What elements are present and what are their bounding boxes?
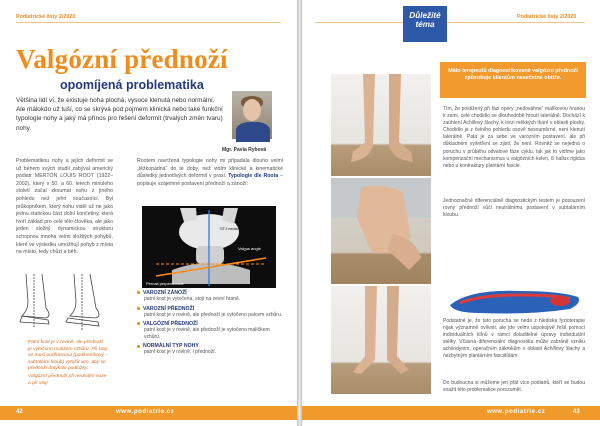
body-column-2 [137,158,283,188]
label-valgus-angle: Valgus angle [238,246,261,251]
header-rule [16,22,281,23]
label-axis: Pernail perpendicular [146,281,184,286]
label-stj-neutral: STJ neutral [220,226,241,231]
ribbon-line-2: téma [415,20,435,29]
definition-item [137,290,285,303]
bullet-icon [137,345,140,348]
left-page [0,0,297,426]
foot-skeleton-figure [142,206,276,288]
col2-text-a: Rootem navržená typologie nohy mi připadala dlouho velmi „těžkopádná“ do té doby, než vidím klinické a kinematické důsledky jednotlivých deformit v praxi. [137,158,283,180]
footer-bar-right [302,406,600,420]
def-term: VALGÓZNÍ PŘEDNOŽÍ [143,321,198,328]
def-desc: patní kost je v rovině, i přednoží. [144,349,216,356]
def-term: VAROZNÍ PŘEDNOŽÍ [143,305,195,312]
definition-item [137,321,285,340]
leg-sketch-svg [16,272,113,332]
page-number-right: 43 [573,409,580,415]
article-subtitle: opomíjená problematika [60,78,204,92]
photo-foot-examination [331,178,431,284]
callout-box: Málo terapeutů diagnostikované valgózní přednoží způsobuje klientům nesečetné obtíže. [440,62,586,98]
right-paragraph-1: Tím, že postižený při fázi opory „nedosáhne“ malíkovou hranou k zemi, celé chodidlo se dlouhodobě hroutí laterálně. Dochází k zaúhlení Achillovy šlachy, k torzi měkkých tkání v oblasti plosky. Chodidlo je z čelního pohledu osově nesouměrné, není klenutí laterálně. Pata je za sebe ve varózním postavení, ale při důkladném vyšetření se zjistí, že není. Rovněž se nejedná o poruchu v průběhu odvalové fáze cyklu, tak jak to vidíme jako kompenzační mechanismus u valgózních kolen, či hallux rigidus nebo u kontraktury plantární fascie. [443,106,585,169]
running-header-left: Podiatrické listy 2/2020 [16,14,76,20]
bullet-icon [137,322,140,325]
bullet-icon [137,307,140,310]
def-term: VAROZNÍ ZÁNOŽÍ [143,290,187,296]
author-name: Mgr. Pavla Rybová [222,147,267,153]
author-photo [231,90,273,140]
figure-caption [28,340,108,388]
photo-standing-legs [331,286,431,394]
def-desc: patní kost je v rovině, ale přednoží je vytočeno palcem vzhůru. [144,311,283,318]
header-rule [315,22,585,23]
right-paragraph-4: Do budoucna si můžeme jen přát více podiatrů, kteří se budou snažit této problematice porozumět. [443,380,585,394]
footer-url-left: www.podiatrie.cz [116,409,175,415]
col2-bold: Typologie dle Roota [228,173,279,180]
bullet-icon [137,291,140,294]
definition-list [137,290,285,359]
right-paragraph-3: Podstatné je, že tato porucha se nedá z hlediska fyzioterapie nijak významně ovlivnit, ale jde velmi uspokojivě řešit pomocí individuálních klínů v rámci doladitelné úpravy individuální stélky. Včasná diferenciální diagnostika může zabránit vzniku achilodynim, operačním zákrokům v oblasti Achillovy šlachy a nezbytným plantárním fasciitídám. [443,318,585,360]
insole-image [440,283,586,319]
definition-item [137,306,285,319]
page-number-left: 42 [16,409,23,415]
topic-ribbon [403,6,447,42]
col2-text-b: – popisuje vzájemné postavení přednoží a zánoží: [137,173,284,187]
footer-url-right: www.podiatrie.cz [487,409,546,415]
lead-paragraph: Většina lidí ví, že existuje noha plochá, vysoce klenutá nebo normální. Ale málokdo už tuší, co se skrývá pod pojmem klinická nebo také funkční typologie nohy a jaký má přínos pro řešení deformit (trvalých změn tvaru) nohy. [16,97,223,132]
def-desc: patní kost je vytočena, stojí na zevní hraně. [144,296,241,302]
def-term: NORMÁLNÍ TYP NOHY [143,343,199,350]
right-paragraph-2: Jednoznačné diferenciálně diagnostickým testem je posouzení rovny přednoží vůči neutrálnímu postavení v subtalárním kloubu. [443,198,585,219]
def-desc: patní kost je v rovině, ale přednoží je vytočeno malíčkem vzhůru. [144,327,270,340]
skeleton-svg [142,206,276,288]
definition-item [137,343,285,356]
photo-standing-feet [331,74,431,176]
caption-2: Valgózní přednoží při neutrální noze a při stoji [28,373,107,386]
ribbon-line-1: Důležité [409,11,441,20]
caption-1: Patní kost je v rovině, ale přednoží je vytočeno malíkem vzhůru. Při stoji se musí podhasnout (podkotníkový – subtalární kloub) vytočit ven, aby se přednoží dotýkalo podložky. [28,340,108,372]
running-header-right: Podiatrické listy 2/2020 [517,14,577,20]
body-column-1: Problematikou nohy a jejích deformit se už během svých studií zabýval americký podiatr MERTON LOUIS ROOT (1922–2002), který v 50. a 60. letech minulého století začal zkoumat nohu z jiného pohledu než jeho současníci. Byl průkopníkem, který nohu viděl už ne jako jednu statickou část dolní končetiny, která tvoří základ pro celé tělo člověka, ale jako jeden složitý dynamickou strukturu schopnou mnoha velmi složitých pohybů, které ve výsledku umožňují pohyb z místa na místo, tedy chůzi a běh. [16,158,113,256]
leg-sketch-figure [16,272,113,332]
article-title: Valgózní přednoží [16,44,228,74]
